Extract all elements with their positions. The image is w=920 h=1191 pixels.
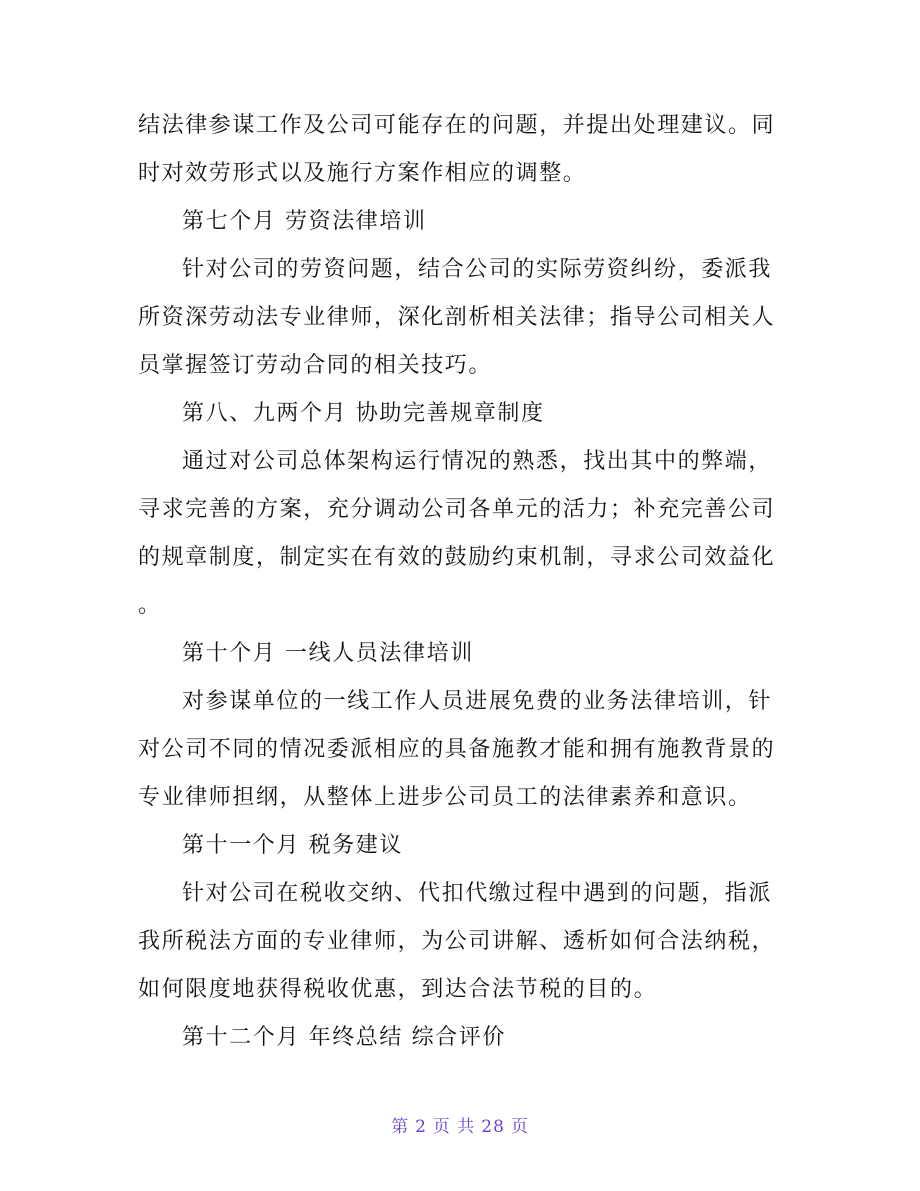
footer-current-page: 2 <box>415 1117 427 1137</box>
paragraph-line: 如何限度地获得税收优惠，到达合法节税的目的。 <box>138 977 658 1002</box>
paragraph-line: 针对公司在税收交纳、代扣代缴过程中遇到的问题，指派 <box>182 881 773 906</box>
document-body <box>138 102 788 1062</box>
paragraph-line: 时对效劳形式以及施行方案作相应的调整。 <box>138 161 587 186</box>
paragraph-line: 。 <box>138 593 162 618</box>
footer-total-pages: 28 <box>481 1117 505 1137</box>
paragraph-line: 结法律参谋工作及公司可能存在的问题，并提出处理建议。同 <box>138 113 776 138</box>
section-heading: 第八、九两个月 协助完善规章制度 <box>182 401 545 426</box>
paragraph-line: 员掌握签订劳动合同的相关技巧。 <box>138 353 493 378</box>
section-heading: 第十个月 一线人员法律培训 <box>182 641 474 666</box>
paragraph-line: 对公司不同的情况委派相应的具备施教才能和拥有施教背景的 <box>138 737 776 762</box>
section-heading: 第十一个月 税务建议 <box>182 833 403 858</box>
section-heading: 第七个月 劳资法律培训 <box>182 209 427 234</box>
paragraph-line: 的规章制度，制定实在有效的鼓励约束机制，寻求公司效益化 <box>138 545 776 570</box>
paragraph-line: 通过对公司总体架构运行情况的熟悉，找出其中的弊端， <box>182 449 773 474</box>
paragraph-line: 针对公司的劳资问题，结合公司的实际劳资纠纷，委派我 <box>182 257 773 282</box>
paragraph-line: 所资深劳动法专业律师，深化剖析相关法律；指导公司相关人 <box>138 305 776 330</box>
footer-suffix: 页 <box>510 1117 529 1137</box>
paragraph-line: 我所税法方面的专业律师，为公司讲解、透析如何合法纳税， <box>138 929 776 954</box>
footer-middle: 页 共 <box>432 1117 476 1137</box>
footer-prefix: 第 <box>391 1117 410 1137</box>
paragraph-line: 寻求完善的方案，充分调动公司各单元的活力；补充完善公司 <box>138 497 776 522</box>
paragraph-line: 专业律师担纲，从整体上进步公司员工的法律素养和意识。 <box>138 785 752 810</box>
page-footer <box>0 1112 920 1137</box>
paragraph-line: 对参谋单位的一线工作人员进展免费的业务法律培训，针 <box>182 689 773 714</box>
section-heading: 第十二个月 年终总结 综合评价 <box>182 1025 506 1050</box>
